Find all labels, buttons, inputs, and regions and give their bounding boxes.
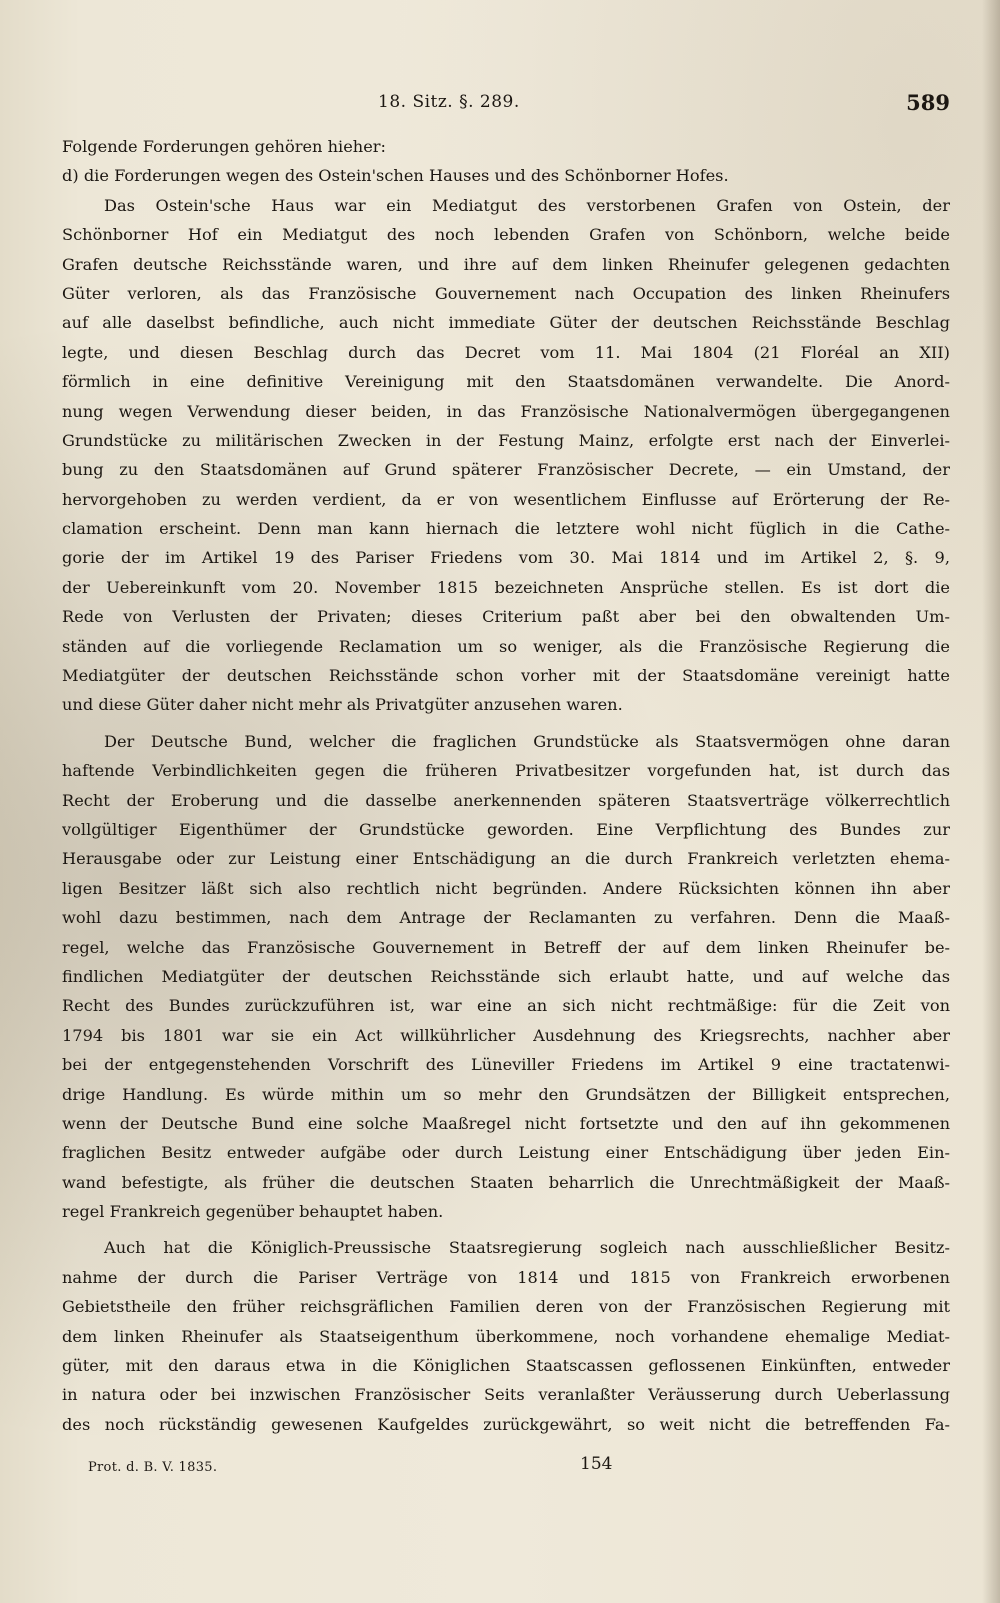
text-line: wand befestigte, als früher die deutschen Staaten beharrlich die Unrechtmäßigkeit der Maaß- [62,1172,950,1192]
text-line: bei der entgegenstehenden Vorschrift des Lüneviller Friedens im Artikel 9 eine tractatenwi- [62,1055,950,1075]
text-line: regel, welche das Französische Gouvernement in Betreff der auf dem linken Rheinufer be- [62,937,950,957]
text-line: Herausgabe oder zur Leistung einer Entschädigung an die durch Frankreich verletzten ehema- [62,849,950,869]
text-line: förmlich in eine definitive Vereinigung mit den Staatsdomänen verwandelte. Die Anord- [62,372,950,392]
text-line: Mediatgüter der deutschen Reichsstände schon vorher mit der Staatsdomäne vereinigt hatte [62,666,950,686]
text-line: ständen auf die vorliegende Reclamation um so weniger, als die Französische Regierung die [62,636,950,656]
text-line: Grafen deutsche Reichsstände waren, und ihre auf dem linken Rheinufer gelegenen gedachten [62,254,950,274]
text-line: Recht des Bundes zurückzuführen ist, war eine an sich nicht rechtmäßige: für die Zeit von [62,996,950,1016]
text-line: findlichen Mediatgüter der deutschen Reichsstände sich erlaubt hatte, und auf welche das [62,966,950,986]
text-line: haftende Verbindlichkeiten gegen die früheren Privatbesitzer vorgefunden hat, ist durch das [62,761,950,781]
text-line: des noch rückständig gewesenen Kaufgeldes zurückgewährt, so weit nicht die betreffenden Fa- [62,1414,950,1434]
text-line: drige Handlung. Es würde mithin um so mehr den Grundsätzen der Billigkeit entsprechen, [62,1084,950,1104]
text-line: nung wegen Verwendung dieser beiden, in das Französische Nationalvermögen übergegangenen [62,401,950,421]
text-line: Das Ostein'sche Haus war ein Mediatgut des verstorbenen Grafen von Ostein, der [104,195,950,215]
text-line: wenn der Deutsche Bund eine solche Maaßregel nicht fortsetzte und den auf ihn gekommenen [62,1113,950,1133]
text-line: Der Deutsche Bund, welcher die fraglichen Grundstücke als Staatsvermögen ohne daran [104,731,950,751]
text-line: wohl dazu bestimmen, nach dem Antrage der Reclamanten zu verfahren. Denn die Maaß- [62,908,950,928]
text-line: bung zu den Staatsdomänen auf Grund späterer Französischer Decrete, — ein Umstand, der [62,460,950,480]
text-line: fraglichen Besitz entweder aufgäbe oder durch Leistung einer Entschädigung über jeden Ein- [62,1143,950,1163]
text-line: güter, mit den daraus etwa in die Königlichen Staatscassen geflossenen Einkünften, entweder [62,1356,950,1376]
scan-edge-shadow [982,0,1000,1603]
text-line: Auch hat die Königlich-Preussische Staatsregierung sogleich nach ausschließlicher Besitz- [104,1238,950,1258]
text-line: 1794 bis 1801 war sie ein Act willkührlicher Ausdehnung des Kriegsrechts, nachher aber [62,1025,950,1045]
text-line: Schönborner Hof ein Mediatgut des noch lebenden Grafen von Schönborn, welche beide [62,225,950,245]
text-line: Folgende Forderungen gehören hieher: [62,137,386,156]
paragraph-gap [62,720,950,727]
paragraph-gap [62,1226,950,1233]
text-line: nahme der durch die Pariser Verträge von 1814 und 1815 von Frankreich erworbenen [62,1267,950,1287]
signature-mark: Prot. d. B. V. 1835. [88,1460,218,1475]
text-line: d) die Forderungen wegen des Ostein'schen Hauses und des Schönborner Hofes. [62,166,729,186]
text-line: vollgültiger Eigenthümer der Grundstücke geworden. Eine Verpflichtung des Bundes zur [62,819,950,839]
page-footer [62,1452,950,1482]
text-line: Rede von Verlusten der Privaten; dieses Criterium paßt aber bei den obwaltenden Um- [62,607,950,627]
text-line: legte, und diesen Beschlag durch das Decret vom 11. Mai 1804 (21 Floréal an XII) [62,342,950,362]
page-header [60,88,950,120]
text-line: ligen Besitzer läßt sich also rechtlich nicht begründen. Andere Rücksichten können ihn aber [62,878,950,898]
text-line: clamation erscheint. Denn man kann hiernach die letztere wohl nicht füglich in die Cathe- [62,519,950,539]
page-number: 589 [906,90,950,115]
text-line: Recht der Eroberung und die dasselbe anerkennenden späteren Staatsverträge völkerrechtlich [62,790,950,810]
text-line: und diese Güter daher nicht mehr als Privatgüter anzusehen waren. [62,695,623,715]
text-line: Grundstücke zu militärischen Zwecken in der Festung Mainz, erfolgte erst nach der Einverlei- [62,430,950,450]
text-line: regel Frankreich gegenüber behauptet haben. [62,1202,444,1222]
text-line: hervorgehoben zu werden verdient, da er von wesentlichem Einflusse auf Erörterung der Re- [62,489,950,509]
signature-number: 154 [580,1454,613,1474]
text-line: auf alle daselbst befindliche, auch nicht immediate Güter der deutschen Reichsstände Beschlag [62,313,950,333]
text-line: der Uebereinkunft vom 20. November 1815 bezeichneten Ansprüche stellen. Es ist dort die [62,577,950,597]
text-line: Gebietstheile den früher reichsgräflichen Familien deren von der Französischen Regierung mit [62,1297,950,1317]
running-head: 18. Sitz. §. 289. [378,92,520,112]
text-line: gorie der im Artikel 19 des Pariser Friedens vom 30. Mai 1814 und im Artikel 2, §. 9, [62,548,950,568]
body-text [62,132,950,1439]
text-line: Güter verloren, als das Französische Gouvernement nach Occupation des linken Rheinufers [62,283,950,303]
text-line: dem linken Rheinufer als Staatseigenthum überkommene, noch vorhandene ehemalige Mediat- [62,1326,950,1346]
text-line: in natura oder bei inzwischen Französischer Seits veranlaßter Veräusserung durch Ueberlassung [62,1385,950,1405]
